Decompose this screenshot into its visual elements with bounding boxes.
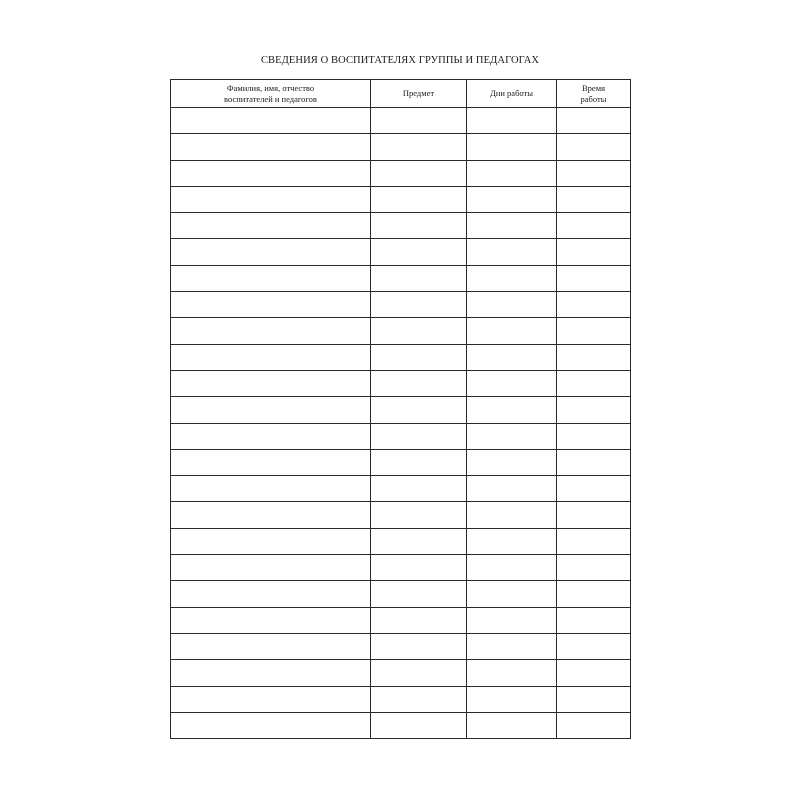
cell-full-name[interactable] xyxy=(171,213,371,239)
cell-full-name[interactable] xyxy=(171,476,371,502)
cell-work-days[interactable] xyxy=(467,449,557,475)
cell-work-time[interactable] xyxy=(557,344,631,370)
cell-full-name[interactable] xyxy=(171,265,371,291)
cell-subject[interactable] xyxy=(371,108,467,134)
cell-subject[interactable] xyxy=(371,186,467,212)
cell-work-time[interactable] xyxy=(557,581,631,607)
cell-subject[interactable] xyxy=(371,528,467,554)
cell-subject[interactable] xyxy=(371,265,467,291)
table-row xyxy=(171,528,631,554)
cell-full-name[interactable] xyxy=(171,528,371,554)
cell-work-time[interactable] xyxy=(557,633,631,659)
cell-work-days[interactable] xyxy=(467,265,557,291)
cell-work-days[interactable] xyxy=(467,186,557,212)
cell-subject[interactable] xyxy=(371,239,467,265)
cell-subject[interactable] xyxy=(371,581,467,607)
cell-subject[interactable] xyxy=(371,555,467,581)
cell-work-days[interactable] xyxy=(467,108,557,134)
table-row xyxy=(171,160,631,186)
cell-work-days[interactable] xyxy=(467,239,557,265)
cell-full-name[interactable] xyxy=(171,555,371,581)
cell-work-days[interactable] xyxy=(467,581,557,607)
cell-work-days[interactable] xyxy=(467,292,557,318)
table-row xyxy=(171,555,631,581)
cell-subject[interactable] xyxy=(371,449,467,475)
table-row xyxy=(171,423,631,449)
cell-full-name[interactable] xyxy=(171,660,371,686)
cell-work-days[interactable] xyxy=(467,134,557,160)
header-subject xyxy=(371,80,467,108)
cell-full-name[interactable] xyxy=(171,686,371,712)
cell-work-time[interactable] xyxy=(557,265,631,291)
table-header xyxy=(171,80,631,108)
cell-subject[interactable] xyxy=(371,213,467,239)
cell-work-days[interactable] xyxy=(467,370,557,396)
cell-subject[interactable] xyxy=(371,633,467,659)
table-row xyxy=(171,712,631,738)
table-row xyxy=(171,344,631,370)
cell-full-name[interactable] xyxy=(171,344,371,370)
cell-work-time[interactable] xyxy=(557,134,631,160)
cell-subject[interactable] xyxy=(371,686,467,712)
cell-work-days[interactable] xyxy=(467,555,557,581)
cell-subject[interactable] xyxy=(371,134,467,160)
cell-full-name[interactable] xyxy=(171,397,371,423)
table-row xyxy=(171,239,631,265)
cell-full-name[interactable] xyxy=(171,318,371,344)
cell-subject[interactable] xyxy=(371,344,467,370)
table-row xyxy=(171,318,631,344)
cell-work-time[interactable] xyxy=(557,686,631,712)
cell-full-name[interactable] xyxy=(171,581,371,607)
cell-work-days[interactable] xyxy=(467,318,557,344)
cell-work-time[interactable] xyxy=(557,292,631,318)
table-row xyxy=(171,292,631,318)
cell-work-time[interactable] xyxy=(557,476,631,502)
table-row xyxy=(171,449,631,475)
header-full-name-line-1: Фамилия, имя, отчество xyxy=(226,82,315,93)
table-row xyxy=(171,213,631,239)
cell-work-days[interactable] xyxy=(467,344,557,370)
table-row xyxy=(171,108,631,134)
cell-work-days[interactable] xyxy=(467,686,557,712)
cell-subject[interactable] xyxy=(371,397,467,423)
header-full-name-line-2: воспитателей и педагогов xyxy=(224,93,317,104)
cell-work-days[interactable] xyxy=(467,160,557,186)
cell-work-time[interactable] xyxy=(557,186,631,212)
cell-work-days[interactable] xyxy=(467,397,557,423)
cell-subject[interactable] xyxy=(371,292,467,318)
header-row xyxy=(171,80,631,108)
header-work-time xyxy=(557,80,631,108)
table-row xyxy=(171,265,631,291)
table-row xyxy=(171,686,631,712)
cell-full-name[interactable] xyxy=(171,502,371,528)
table-row xyxy=(171,581,631,607)
cell-work-time[interactable] xyxy=(557,239,631,265)
cell-subject[interactable] xyxy=(371,502,467,528)
cell-full-name[interactable] xyxy=(171,239,371,265)
table-row xyxy=(171,633,631,659)
table-body xyxy=(171,108,631,739)
cell-full-name[interactable] xyxy=(171,108,371,134)
cell-full-name[interactable] xyxy=(171,186,371,212)
header-work-time-line-2: работы xyxy=(580,93,607,104)
cell-full-name[interactable] xyxy=(171,449,371,475)
cell-subject[interactable] xyxy=(371,476,467,502)
cell-full-name[interactable] xyxy=(171,160,371,186)
cell-subject[interactable] xyxy=(371,712,467,738)
cell-work-days[interactable] xyxy=(467,213,557,239)
cell-work-days[interactable] xyxy=(467,633,557,659)
cell-work-time[interactable] xyxy=(557,660,631,686)
table-row xyxy=(171,186,631,212)
cell-work-time[interactable] xyxy=(557,607,631,633)
cell-subject[interactable] xyxy=(371,318,467,344)
cell-work-time[interactable] xyxy=(557,423,631,449)
cell-work-days[interactable] xyxy=(467,712,557,738)
page-title: СВЕДЕНИЯ О ВОСПИТАТЕЛЯХ ГРУППЫ И ПЕДАГОГАХ xyxy=(260,55,540,66)
cell-work-days[interactable] xyxy=(467,660,557,686)
header-work-time-line-1: Время xyxy=(582,82,605,93)
cell-work-time[interactable] xyxy=(557,397,631,423)
cell-work-time[interactable] xyxy=(557,555,631,581)
table-row xyxy=(171,476,631,502)
cell-work-days[interactable] xyxy=(467,423,557,449)
cell-full-name[interactable] xyxy=(171,292,371,318)
header-work-days-label: Дни работы xyxy=(490,88,533,98)
cell-work-time[interactable] xyxy=(557,160,631,186)
cell-full-name[interactable] xyxy=(171,633,371,659)
table-row xyxy=(171,607,631,633)
cell-work-time[interactable] xyxy=(557,502,631,528)
cell-full-name[interactable] xyxy=(171,134,371,160)
cell-subject[interactable] xyxy=(371,160,467,186)
cell-work-time[interactable] xyxy=(557,213,631,239)
cell-subject[interactable] xyxy=(371,370,467,396)
cell-subject[interactable] xyxy=(371,607,467,633)
cell-work-time[interactable] xyxy=(557,318,631,344)
table-row xyxy=(171,134,631,160)
cell-work-time[interactable] xyxy=(557,528,631,554)
header-work-days xyxy=(467,80,557,108)
cell-work-time[interactable] xyxy=(557,449,631,475)
table-row xyxy=(171,660,631,686)
cell-work-time[interactable] xyxy=(557,712,631,738)
cell-full-name[interactable] xyxy=(171,712,371,738)
cell-work-days[interactable] xyxy=(467,476,557,502)
table-row xyxy=(171,397,631,423)
cell-work-days[interactable] xyxy=(467,528,557,554)
cell-full-name[interactable] xyxy=(171,607,371,633)
table-row xyxy=(171,502,631,528)
cell-work-days[interactable] xyxy=(467,607,557,633)
cell-work-time[interactable] xyxy=(557,370,631,396)
educators-table xyxy=(170,79,631,739)
table-row xyxy=(171,370,631,396)
cell-work-days[interactable] xyxy=(467,502,557,528)
cell-full-name[interactable] xyxy=(171,423,371,449)
header-full-name xyxy=(171,80,371,108)
cell-subject[interactable] xyxy=(371,660,467,686)
cell-full-name[interactable] xyxy=(171,370,371,396)
cell-work-time[interactable] xyxy=(557,108,631,134)
header-subject-label: Предмет xyxy=(402,88,435,98)
cell-subject[interactable] xyxy=(371,423,467,449)
